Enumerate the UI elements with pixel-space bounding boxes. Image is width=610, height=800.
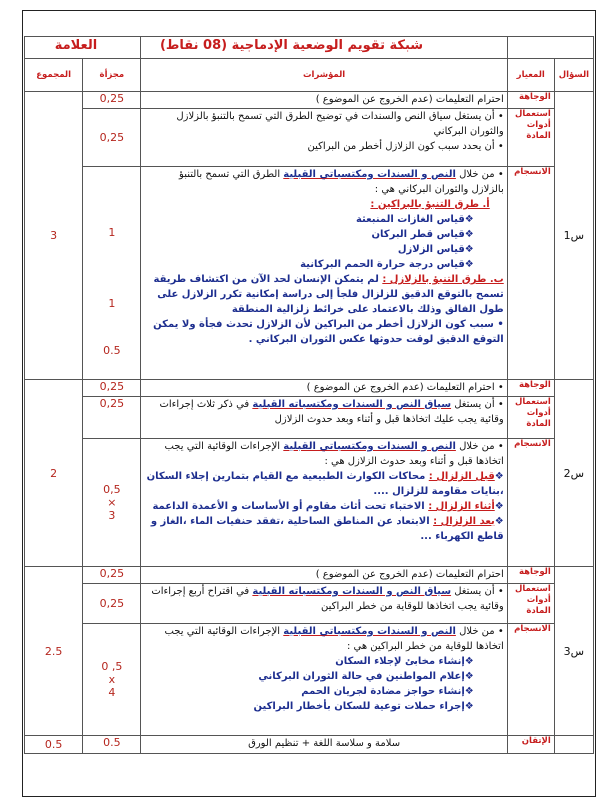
q1-volcano-title: أ. طرق التنبؤ بالبراكين : <box>370 199 490 210</box>
q1-danger-text: • سبب كون الزلازل أخطر من البراكين لأن الزلازل تحدث فجأة ولا يمكن التوقع الدقيق لوقت حدوثها عكس الثوران البركاني . <box>144 317 503 347</box>
q3-item: ❖ إنشاء مخابئ لإجلاء السكان <box>144 654 473 669</box>
q1-quake-title: ب. طرق التنبؤ بالزلازل : <box>382 274 504 285</box>
q1-tools-line2: • أن يحدد سبب كون الزلازل أخطر من البراكين <box>144 139 503 154</box>
q3-tools-row <box>25 584 594 624</box>
q3-relevance-label: الوجاهة <box>507 567 554 584</box>
q3-item: ❖ إعلام المواطنين في حالة الثوران البركاني <box>144 669 473 684</box>
q3-total: 2.5 <box>25 567 83 736</box>
q1-volcano-item: ❖ قياس الغازات المنبعثة <box>144 212 473 227</box>
q2-tools-b: سياق النص و السندات ومكتسباته القبلية <box>252 399 452 410</box>
q1-intro-c: الطرق التي تسمح بالتنبؤ بالزلازل والثوران البركاني هي : <box>179 169 504 195</box>
q3-coherence-score-3: 4 <box>108 686 116 699</box>
q1-tools-label: استعمال أدوات المادة <box>507 109 554 167</box>
q3-label: س3 <box>554 567 593 736</box>
grade-header: العلامة <box>54 38 98 53</box>
q3-tools-a: أن يستغل <box>451 586 495 597</box>
mastery-total: 0.5 <box>25 736 83 754</box>
mastery-score: 0.5 <box>83 736 141 754</box>
q2-relevance-row <box>25 380 594 397</box>
col-total-header: المجموع <box>25 59 83 92</box>
q3-intro-a: من خلال <box>455 626 495 637</box>
col-criterion-header: المعيار <box>507 59 554 92</box>
q2-coherence-label: الانسجام <box>507 439 554 567</box>
q1-relevance-row <box>25 92 594 109</box>
q1-intro-b: النص و السندات ومكتسباتي القبلية <box>283 169 456 180</box>
q1-coherence-score-b: 1 <box>108 297 116 310</box>
q1-quake-text: لم يتمكن الإنسان لحد الآن من اكتشاف طريقة تسمح بالتوقع الدقيق للزلزال فلجأ إلى دراسة إمكانية تكرر الزلازل على طول الفالق وذلك بالاعتماد على خرائط زلزالية المنطقة <box>153 274 504 315</box>
q2-item-key: قبل الزلزال : <box>428 471 495 482</box>
q2-tools-a: أن يستغل <box>451 399 495 410</box>
q1-volcano-item: ❖ قياس قطر البركان <box>144 227 473 242</box>
q2-tools-row <box>25 397 594 439</box>
q2-coherence-score-1: 0,5 <box>103 483 121 496</box>
q2-intro-c: الإجراءات الوقائية التي يجب اتخاذها قبل و أثناء وبعد حدوث الزلازل هي : <box>164 441 504 467</box>
q1-tools-score: 0,25 <box>83 109 141 167</box>
mastery-row <box>25 736 594 754</box>
q2-coherence-score-2: × <box>107 496 117 509</box>
q2-coherence-row <box>25 439 594 567</box>
q1-coherence-label: الانسجام <box>507 167 554 380</box>
column-headers <box>25 59 594 92</box>
col-indicators-header: المؤشرات <box>141 59 507 92</box>
q1-volcano-item: ❖ قياس درجة حرارة الحمم البركانية <box>144 257 473 272</box>
evaluation-table <box>24 36 594 754</box>
q2-item-key: بعد الزلزال : <box>433 516 495 527</box>
q1-relevance-score: 0,25 <box>83 92 141 109</box>
q2-item-value: محاكات الكوارث الطبيعية مع القيام بتمارين إجلاء السكان ،بنايات مقاومة للزلزال .... <box>146 471 504 497</box>
q1-intro-a: من خلال <box>455 169 495 180</box>
q3-intro-c: الإجراءات الوقائية التي يجب اتخاذها للوقاية من خطر البراكين هي : <box>164 626 504 652</box>
q3-tools-label: استعمال أدوات المادة <box>507 584 554 624</box>
q2-label: س2 <box>554 380 593 567</box>
q2-tools-label: استعمال أدوات المادة <box>507 397 554 439</box>
q2-item-key: أثناء الزلزال : <box>428 501 495 512</box>
q1-total: 3 <box>25 92 83 380</box>
q3-coherence-score-1: 0 ,5 <box>101 660 123 673</box>
q3-tools-score: 0,25 <box>83 584 141 624</box>
q2-intro-a: من خلال <box>455 441 495 452</box>
q2-item-value: الاختباء تحت أثاث مقاوم أو الأساسات و الأعمدة الداعمة <box>152 501 429 512</box>
q2-intro-b: النص و السندات ومكتسباتي القبلية <box>283 441 456 452</box>
q1-coherence-score-a: 1 <box>108 226 116 239</box>
q1-tools-line1: • أن يستغل سياق النص والسندات في توضيح الطرق التي تسمح بالتنبؤ بالزلازل والثوران البركاني <box>144 109 503 139</box>
q3-coherence-row <box>25 624 594 736</box>
q2-tools-c: في ذكر ثلاث إجراءات وقائية يجب عليك اتخاذها قبل و أثناء وبعد حدوث الزلازل <box>159 399 504 425</box>
q3-coherence-label: الانسجام <box>507 624 554 736</box>
mastery-label: الإتقان <box>507 736 554 754</box>
q3-coherence-score-2: x <box>108 673 116 686</box>
q2-relevance-score: 0,25 <box>83 380 141 397</box>
q3-relevance-text: احترام التعليمات (عدم الخروج عن الموضوع ) <box>141 567 507 584</box>
q3-item: ❖ إجراء حملات توعية للسكان بأخطار البراكين <box>144 699 473 714</box>
grid-title: شبكة تقويم الوضعية الإدماجية (08 نقاط) <box>159 38 424 53</box>
q2-item-value: الابتعاد عن المناطق الساحلية ،تفقد حنفيات الماء ،الغاز و قاطع الكهرباء ... <box>150 516 504 542</box>
q1-tools-row <box>25 109 594 167</box>
q2-total: 2 <box>25 380 83 567</box>
q3-tools-b: سياق النص و السندات ومكتسباته القبلية <box>252 586 452 597</box>
q1-coherence-score-c: 0.5 <box>103 344 121 357</box>
q1-relevance-text: احترام التعليمات (عدم الخروج عن الموضوع ) <box>141 92 507 109</box>
q1-relevance-label: الوجاهة <box>507 92 554 109</box>
q3-item: ❖ إنشاء حواجز مضادة لجريان الحمم <box>144 684 473 699</box>
q1-label: س1 <box>554 92 593 380</box>
q2-relevance-label: الوجاهة <box>507 380 554 397</box>
q3-relevance-score: 0,25 <box>83 567 141 584</box>
q3-tools-c: في اقتراح أربع إجراءات وقائية يجب اتخاذها للوقاية من خطر البراكين <box>151 586 504 612</box>
q3-relevance-row <box>25 567 594 584</box>
col-split-header: مجزأة <box>83 59 141 92</box>
q2-tools-score: 0,25 <box>83 397 141 439</box>
q2-relevance-text: • احترام التعليمات (عدم الخروج عن الموضوع ) <box>141 380 507 397</box>
mastery-text: سلامة و سلاسة اللغة + تنظيم الورق <box>141 736 507 754</box>
q1-coherence-row <box>25 167 594 380</box>
q2-coherence-score-3: 3 <box>108 509 116 522</box>
col-question-header: السؤال <box>554 59 593 92</box>
q3-intro-b: النص و السندات ومكتسباتي القبلية <box>283 626 456 637</box>
q1-volcano-item: ❖ قياس الزلازل <box>144 242 473 257</box>
